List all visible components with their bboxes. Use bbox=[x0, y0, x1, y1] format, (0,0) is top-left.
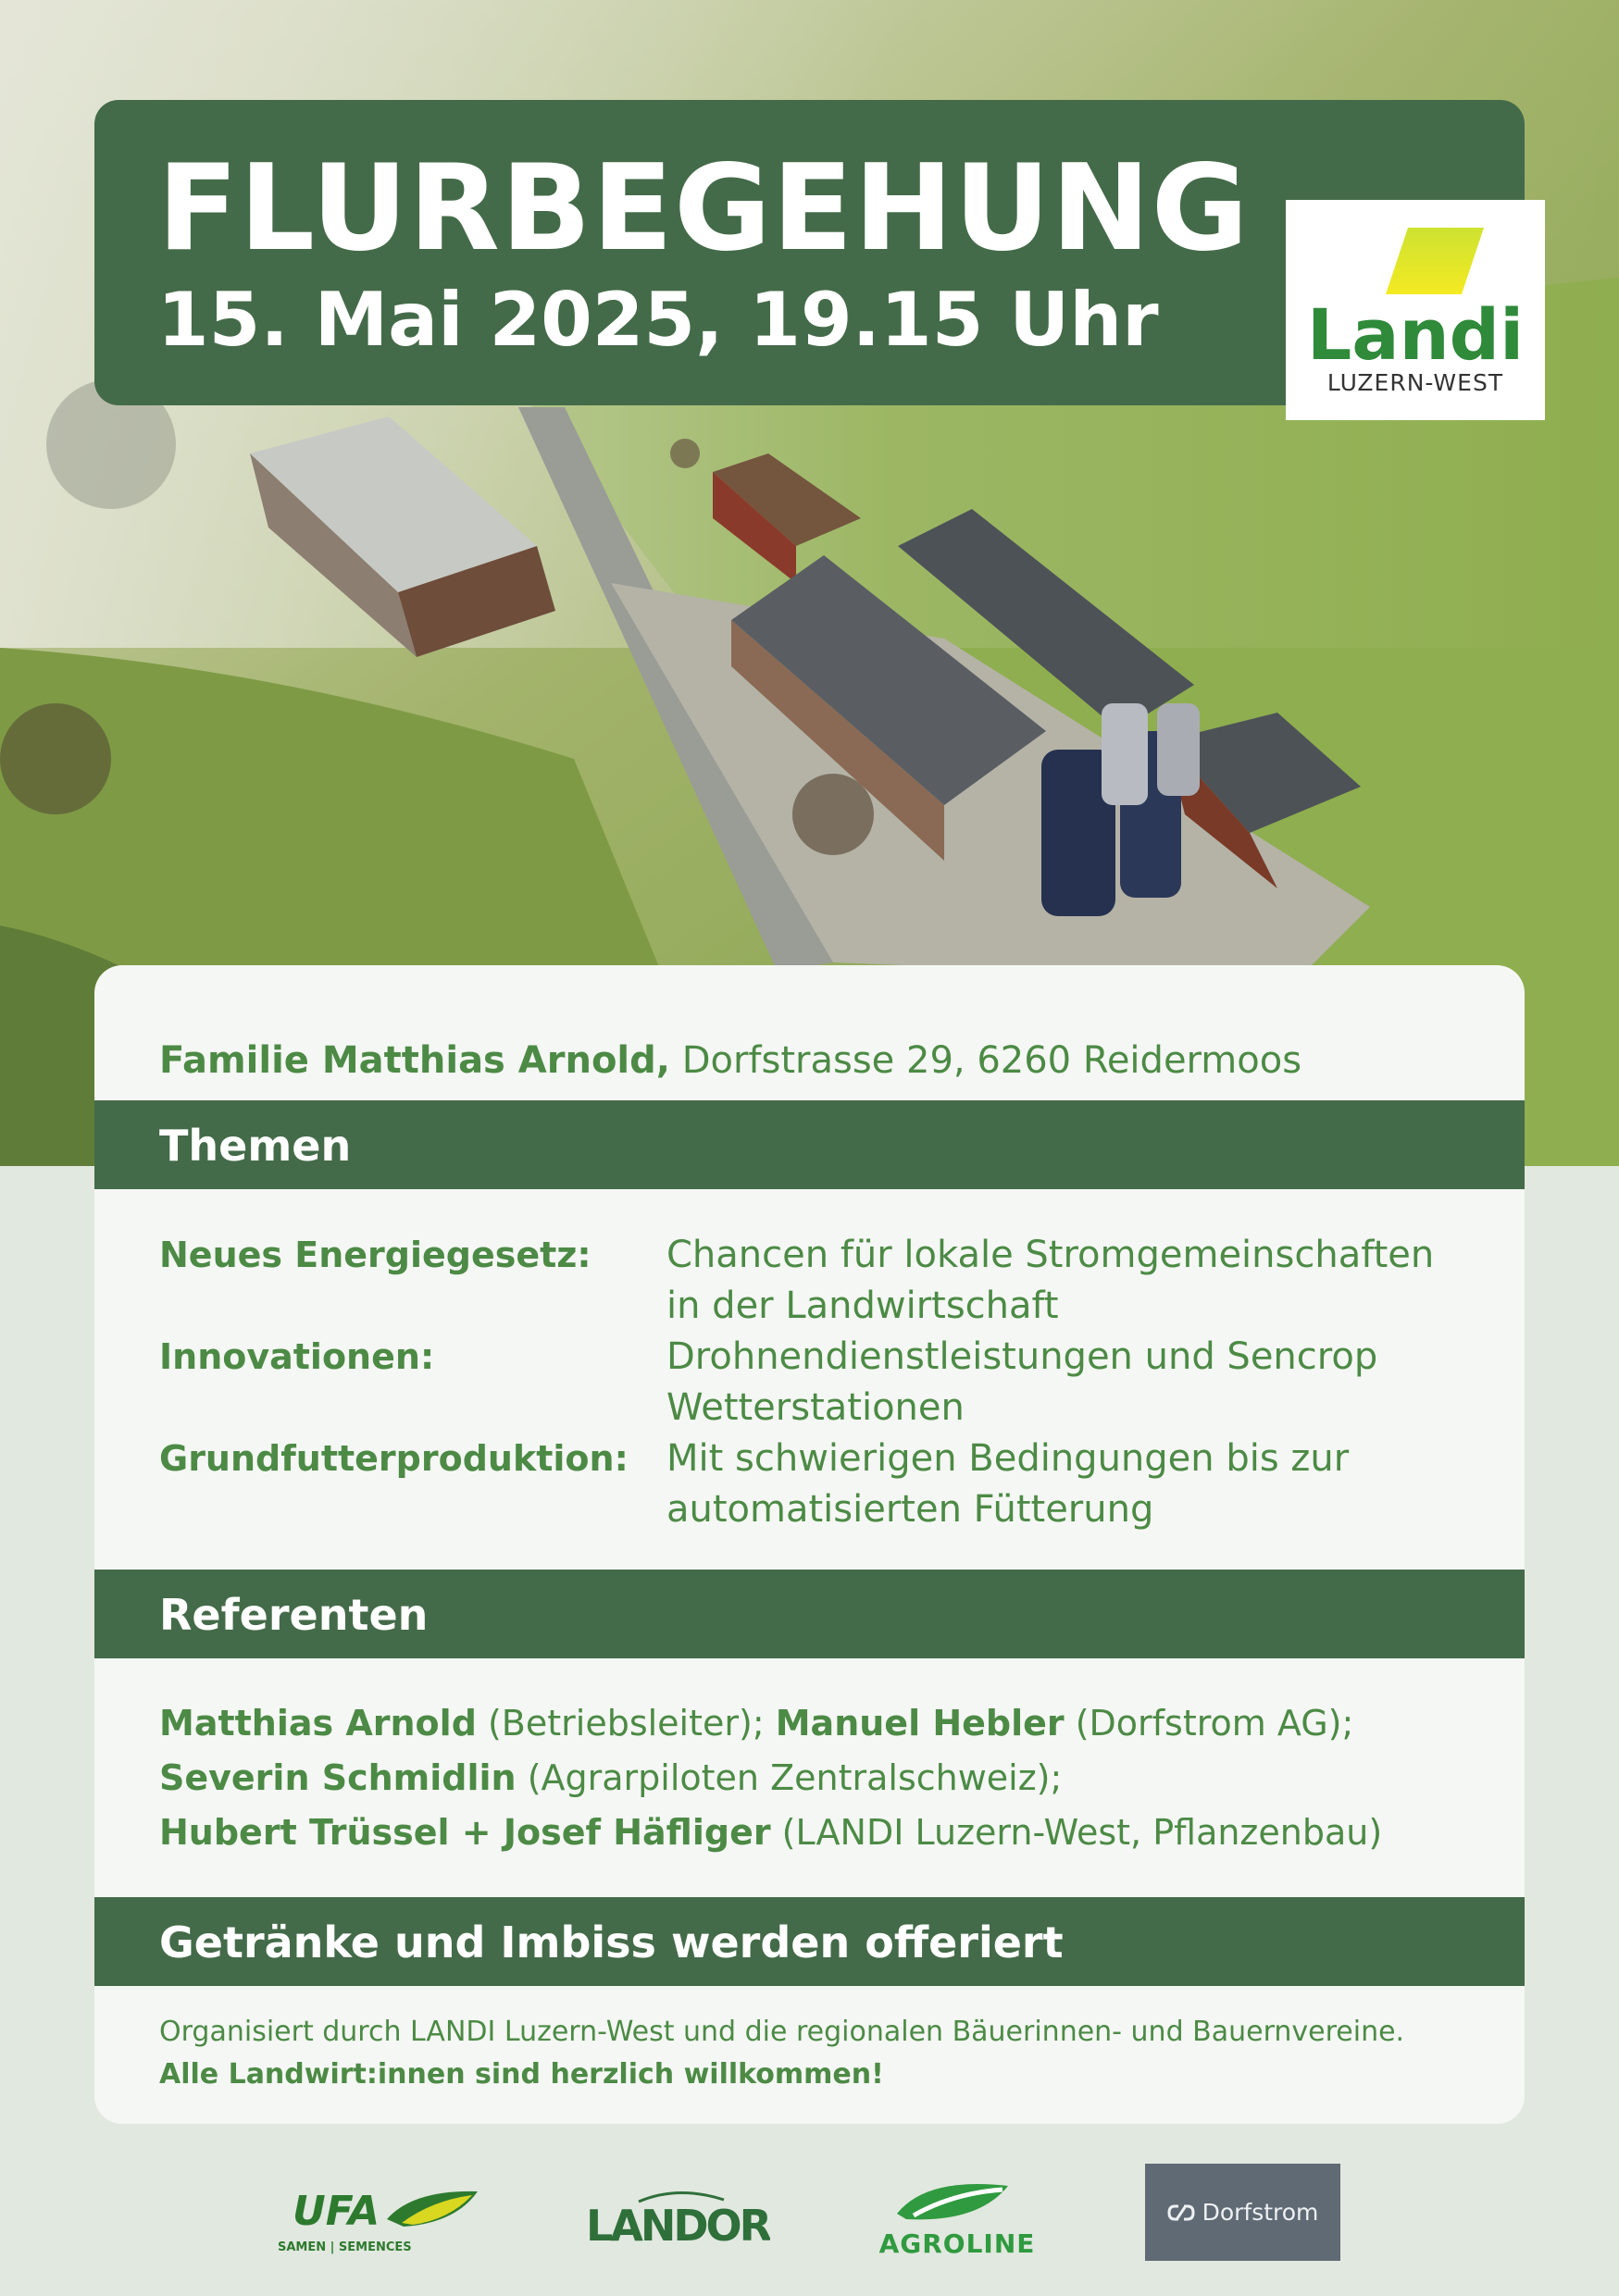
landor-logo bbox=[585, 2181, 770, 2255]
themes-header bbox=[94, 1100, 1525, 1189]
speaker-line bbox=[159, 1696, 1483, 1751]
landi-logo bbox=[1286, 200, 1545, 420]
agroline-logo bbox=[869, 2173, 1045, 2262]
event-date: 15. Mai 2025, 19.15 Uhr bbox=[157, 277, 1159, 363]
catering-header bbox=[94, 1897, 1525, 1986]
themes-heading: Themen bbox=[159, 1121, 352, 1171]
organizer-note bbox=[159, 2011, 1492, 2096]
logo-brand: Landi bbox=[1306, 293, 1525, 376]
speakers-header bbox=[94, 1570, 1525, 1658]
topic-row bbox=[159, 1332, 1474, 1433]
agroline-name: AGROLINE bbox=[878, 2228, 1036, 2259]
speaker-role: (LANDI Luzern-West, Pflanzenbau) bbox=[770, 1812, 1383, 1853]
dorfstrom-link-icon bbox=[1167, 2202, 1195, 2224]
speakers-heading: Referenten bbox=[159, 1590, 429, 1640]
host-name: Familie Matthias Arnold, bbox=[159, 1039, 670, 1082]
header-banner bbox=[94, 100, 1525, 405]
speaker-name: Hubert Trüssel + Josef Häfliger bbox=[159, 1812, 771, 1853]
dorfstrom-logo bbox=[1145, 2164, 1340, 2261]
landor-name: LANDOR bbox=[585, 2201, 770, 2251]
speaker-name: Matthias Arnold bbox=[159, 1703, 477, 1744]
landi-logo-icon bbox=[1286, 200, 1545, 420]
topic-row bbox=[159, 1230, 1474, 1332]
ufa-tagline: SAMEN | SEMENCES bbox=[278, 2240, 412, 2254]
organizer-text: Organisiert durch LANDI Luzern-West und die regionalen Bäuerinnen- und Bauernvereine. bbox=[159, 2016, 1405, 2048]
speaker-name: Severin Schmidlin bbox=[159, 1757, 517, 1798]
speaker-role: (Betriebsleiter); bbox=[476, 1703, 776, 1744]
topic-key: Innovationen: bbox=[159, 1336, 435, 1377]
speaker-name: Manuel Hebler bbox=[775, 1703, 1065, 1744]
topic-key: Grundfutterproduktion: bbox=[159, 1438, 629, 1479]
topic-key: Neues Energiegesetz: bbox=[159, 1235, 592, 1275]
topic-row bbox=[159, 1433, 1474, 1535]
dorfstrom-name: Dorfstrom bbox=[1202, 2199, 1319, 2226]
speakers-list bbox=[159, 1696, 1483, 1860]
speaker-role: (Agrarpiloten Zentralschweiz); bbox=[516, 1757, 1063, 1798]
topic-value: Mit schwierigen Bedingungen bis zur automatisierten Fütterung bbox=[666, 1437, 1350, 1531]
catering-heading: Getränke und Imbiss werden offeriert bbox=[159, 1917, 1064, 1967]
speaker-line bbox=[159, 1806, 1483, 1860]
location-line bbox=[159, 1039, 1301, 1082]
topic-value: Chancen für lokale Stromgemeinschaften in der Landwirtschaft bbox=[666, 1234, 1435, 1327]
ufa-name: UFA bbox=[293, 2188, 380, 2235]
welcome-text: Alle Landwirt:innen sind herzlich willkommen! bbox=[159, 2058, 884, 2091]
topic-value: Drohnendienstleistungen und Sencrop Wetterstationen bbox=[666, 1335, 1378, 1429]
info-card bbox=[94, 965, 1525, 2124]
logo-region: LUZERN-WEST bbox=[1326, 369, 1504, 396]
address-text: Dorfstrasse 29, 6260 Reidermoos bbox=[681, 1039, 1302, 1082]
ufa-logo bbox=[274, 2182, 487, 2256]
event-title: FLURBEGEHUNG bbox=[157, 140, 1250, 278]
speaker-line bbox=[159, 1751, 1483, 1806]
themes-list bbox=[159, 1230, 1474, 1535]
speaker-role: (Dorfstrom AG); bbox=[1064, 1703, 1354, 1744]
